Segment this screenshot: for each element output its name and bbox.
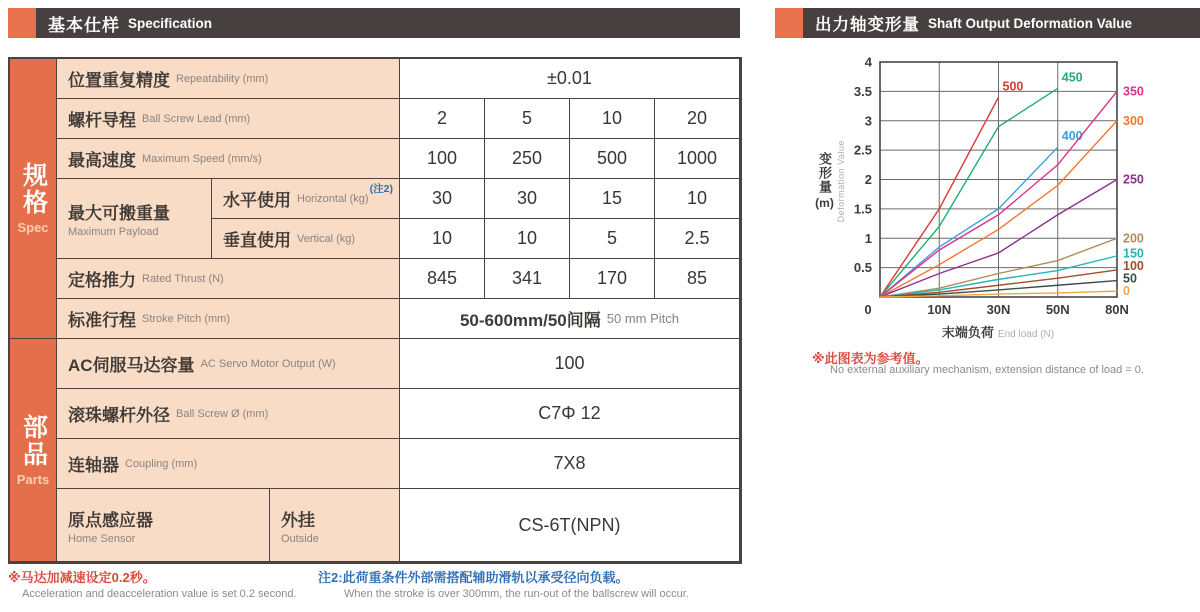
thrust-value-2: 341 [485, 259, 570, 299]
spec-header-bar [36, 8, 740, 38]
row-servo-value: 100 [400, 339, 740, 389]
horizontal-value-2: 30 [485, 179, 570, 219]
row-screwdia-value: C7Φ 12 [400, 389, 740, 439]
deformation-line-chart [788, 48, 1200, 348]
x-axis-title-zh: 末端负荷 [941, 325, 994, 340]
specification-table [8, 57, 742, 564]
lead-value-2: 5 [485, 99, 570, 139]
rail-spec-zh: 规格 [19, 162, 48, 216]
x-axis-title [898, 322, 1098, 342]
rail-parts [10, 339, 57, 562]
svg-text:4: 4 [864, 54, 872, 70]
row-lead-label: 螺杆导程 Ball Screw Lead (mm) [57, 99, 400, 139]
rail-parts-en: Parts [16, 471, 50, 487]
speed-value-2: 250 [485, 139, 570, 179]
svg-text:1: 1 [864, 230, 872, 246]
svg-text:0: 0 [1123, 284, 1130, 299]
svg-text:350: 350 [1123, 84, 1144, 99]
row-stroke-value: 50-600mm/50间隔 50 mm Pitch [400, 299, 740, 339]
row-thrust-label: 定格推力 Rated Thrust (N) [57, 259, 400, 299]
y-axis-title-zh: 变形量 [817, 152, 832, 194]
svg-text:400: 400 [1061, 129, 1083, 144]
chart-note-zh: ※此图表为参考值。 [812, 351, 929, 366]
svg-text:0.5: 0.5 [853, 260, 872, 276]
svg-text:2: 2 [864, 172, 872, 187]
orange-accent-square [775, 8, 803, 38]
svg-text:200: 200 [1123, 231, 1144, 246]
row-servo-label: AC伺服马达容量 AC Servo Motor Output (W) [57, 339, 400, 389]
svg-text:250: 250 [1123, 172, 1144, 187]
row-stroke-label: 标准行程 Stroke Pitch (mm) [57, 299, 400, 339]
svg-text:1.5: 1.5 [853, 201, 872, 217]
thrust-value-3: 170 [570, 259, 655, 299]
svg-text:3.5: 3.5 [853, 83, 872, 99]
row-speed-label: 最高速度 Maximum Speed (mm/s) [57, 139, 400, 179]
rail-spec-en: Spec [17, 220, 49, 235]
payload-horizontal-label: 水平使用 Horizontal (kg) (注2) [212, 179, 400, 219]
row-repeatability-value: ±0.01 [400, 59, 740, 99]
rail-spec [10, 59, 57, 339]
chart-title-zh: 出力轴变形量 [815, 16, 920, 34]
footnote-motor: ※马达加减速设定0.2秒。 Acceleration and deacceleration value is set 0.2 second. [8, 570, 297, 600]
row-screwdia-label: 滚珠螺杆外径 Ball Screw Ø (mm) [57, 389, 400, 439]
row-homesensor-label: 原点感应器 Home Sensor [57, 489, 270, 562]
svg-text:2.5: 2.5 [853, 142, 872, 158]
spec-section-header [8, 8, 740, 38]
thrust-value-1: 845 [400, 259, 485, 299]
spec-title-zh: 基本仕样 [48, 15, 120, 35]
horizontal-value-3: 15 [570, 179, 655, 219]
svg-text:500: 500 [1002, 79, 1024, 94]
svg-text:300: 300 [1123, 113, 1144, 128]
vertical-value-2: 10 [485, 219, 570, 259]
svg-text:80N: 80N [1105, 302, 1129, 317]
row-coupling-label: 连轴器 Coupling (mm) [57, 439, 400, 489]
y-axis-title-en: Deformation Value [836, 139, 846, 223]
footnote-note2: 注2:此荷重条件外部需搭配辅助滑轨以承受径向负载。 When the stroke is over 300mm, the run-out of the ballscrew will occur. [318, 570, 689, 600]
row-repeatability-label: 位置重复精度 Repeatability (mm) [57, 59, 400, 99]
speed-value-4: 1000 [655, 139, 740, 179]
x-axis-title-en: End load (N) [997, 329, 1055, 340]
orange-accent-square [8, 8, 36, 38]
svg-text:50N: 50N [1045, 302, 1070, 317]
svg-text:30N: 30N [986, 302, 1011, 317]
svg-text:150: 150 [1123, 246, 1144, 261]
chart-title-en: Shaft Output Deformation Value [928, 15, 1133, 31]
rail-parts-zh: 部品 [19, 413, 48, 468]
spec-title-en: Specification [128, 15, 213, 31]
svg-text:100: 100 [1123, 259, 1144, 274]
y-axis-title [815, 125, 846, 237]
homesensor-outside-label: 外挂 Outside [270, 489, 400, 562]
note2-marker: (注2) [369, 183, 393, 195]
svg-text:450: 450 [1061, 70, 1083, 85]
thrust-value-4: 85 [655, 259, 740, 299]
row-homesensor-value: CS-6T(NPN) [400, 489, 740, 562]
vertical-value-1: 10 [400, 219, 485, 259]
chart-note-en: No external auxiliary mechanism, extension distance of load = 0. [830, 364, 1144, 376]
horizontal-value-1: 30 [400, 179, 485, 219]
chart-header-bar [803, 8, 1200, 38]
svg-text:0: 0 [864, 302, 872, 317]
speed-value-1: 100 [400, 139, 485, 179]
row-coupling-value: 7X8 [400, 439, 740, 489]
chart-section-header [775, 8, 1200, 38]
vertical-value-4: 2.5 [655, 219, 740, 259]
payload-vertical-label: 垂直使用 Vertical (kg) [212, 219, 400, 259]
vertical-value-3: 5 [570, 219, 655, 259]
y-axis-unit: (m) [815, 196, 834, 210]
speed-value-3: 500 [570, 139, 655, 179]
svg-text:50: 50 [1123, 271, 1137, 286]
row-payload-label: 最大可搬重量 Maximum Payload [57, 179, 212, 259]
lead-value-1: 2 [400, 99, 485, 139]
lead-value-3: 10 [570, 99, 655, 139]
lead-value-4: 20 [655, 99, 740, 139]
horizontal-value-4: 10 [655, 179, 740, 219]
svg-text:3: 3 [864, 113, 872, 129]
svg-text:10N: 10N [927, 302, 952, 317]
